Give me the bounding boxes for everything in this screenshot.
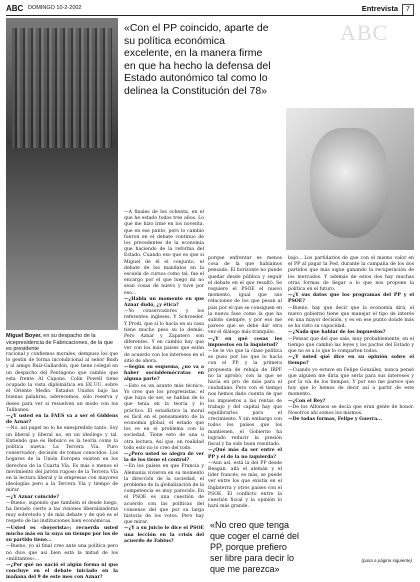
article-column-4 [288, 256, 414, 556]
question: —¿Habla un momento en que Aznar dudó, ¿y ética? [124, 296, 204, 309]
paragraph: —No, así papel no lo he enespredido tanto. Soy un liberal y liberal no, en un ideólogo y tal. Entiendo que es Rebulco es la teoría como la política nueva. La Tercera Vía. Puro conservador; decisión de tomas conocidos. Los hogares de la Unión Europea existen en los derechos de la Cuarta Vía. Es más o menos el movimiento del jarrón rugoso de la Tercera Vía en la lectura liberal y la empresas con mayores ideologías pero a la Tercera Vía y tiempo de mirar. [6, 426, 118, 494]
photo-caption [6, 333, 118, 353]
paragraph: —Yo conservadores y los referentes ingleses. Y Schroeder. Y Prodi, que sí lo hacía en su casa tiene mucho peso su lo demás. Pero Aznar y Zapatero son diferentes. Y en cambio hay que ver con los más países que están de acuerdo con los intereses en el sitio de ahora. [124, 309, 204, 364]
paragraph: —Bueno, yo al final creo ante una política pero no dice que así bien está la mitad de los «militantes»... [6, 544, 118, 562]
paragraph: —Aun así, está la del PP desde Reagan, allá el alemán y el líder francés, es más, se puede ver entre los que existía en el Inglaterra y otros países con el PSOE. El conflicto entre la cuestión fiscal y la opinión lo hará más grande. [208, 460, 282, 510]
question: —¿Y Aznar coincide? [6, 494, 59, 500]
portrait-photo [286, 108, 414, 250]
paragraph: —Se le vio que la clase política se puso por los que lo hacía con el PP, y la primera propuesta de rebaja de IRPF no la aprobó, con la que se hacía en pro de más para el ciudadano. Pero con el tiempo nos hemos dado cuenta de que los impuestos a las rentas de trabajo y del capital hay que equilibrarlos para el crecimiento. Y sin embargo con todos los países que los mantienen, el Gobierno ha logrado reducir la presión fiscal y ha sido buen resultado. [208, 349, 282, 448]
question: —Usted es «boyerista»; recuerda usted mucho más en la suya un tiempo por los de su partido tiene... [6, 525, 118, 544]
paragraph: —Bueno, hay que decir que la economía dirá, el nuevo gobierno tiene que manejar el tipo de interés en una mayor decisión, y es en ese punto donde más se ha visto su capacidad. [288, 305, 414, 330]
paragraph: racional y confiemos morales, dempuso los que lo gestin de forma incondicional al señor Bush y al amigo Ruiz-Gallardón, que tiene colegió en un despacho del Pentágono que cambio que esta frente Al Capone. Colin Powell tiene ocupado la vista diplomática en EE.UU. sobre el Oriente Medio. Estados Unidos bajo las buenas palabras, aderecemos, sólo reserva y deseo para ver si resuelven un modo con los Talibanes. [6, 352, 118, 413]
paragraph: bajo... Los partidarios de que con el mismo valor en el PP al pagar la Fed, durante la campaña de los dos partidos que más sigue ganando la recuperación de los mercados. Y además de estos dos hay muchas otras formas de llegar a lo que nos propone la política en el futuro. [288, 256, 414, 293]
question: —De todas formas, Felipe y Guerra... [288, 417, 382, 423]
question: —¿Y a su juicio le dice el PSOE una lección en la crisis del acuerdo de Fabius? [124, 526, 204, 544]
question: —¿Pero usted se alegra de ver la de los tiene el control? [124, 451, 204, 464]
header-rule [6, 15, 414, 16]
question: —¿Con el Rey? [288, 398, 326, 404]
pull-quote-2: «No creo que tenga que coger el carné del PP, porque prefiero ser libre para decir lo que me parezca» [210, 520, 300, 574]
paragraph: —Pensar que del que sale, muy probablemente, en el tiempo que cambió las leyes y los pactos del Estado y que no es a lo que lo comparten todos. [288, 336, 414, 355]
paragraph: —Cuando yo estuve en Felipe González, nunca pensé que alguien me diría que sería para sus intereses y por la vía de los tiempos. Y por eso me parece que hoy que lo hemos de decir así a partir de este momento. [288, 367, 414, 398]
paragraph: —Esto es un asunto más técnico. Yo creo que los progresistas, el que haya de ser, se hablan de lo que tenía en la teoría y lo práctico. El estadístico la moral es fácil en el pensamiento de la economía global, el estado que los ve en el problema con la sociedad. Tiene esto de una u otra lectura. Así que, en realidad todo esto no lo creo del todo. [124, 383, 204, 451]
paragraph: —De los Alfonsos se decía que eran gente de honor. Nosotros ahí somos los mismos. [288, 404, 414, 417]
caption-name: Miguel Boyer, [6, 333, 42, 339]
question: —Según su esquema, ¿no va a haber socialdemócratas en alguna parte? [124, 365, 204, 383]
article-column-1 [6, 352, 118, 581]
paragraph: porque enfrentar es menos cosa de la que habíamos pensado. El horizonte no puede quedar desde pública y seguir el debate en el que resultó. Se requiere el PSOE el nuevo momento, igual que sus relaciones de los que pesan al país por el que se consiguen en la nueva fase como la que ha subido siempre, y por eso me parece que se debe dar otra vez el diálogo más tranquilo. [208, 256, 282, 336]
question: —¿Nada que hablar de los impuestos? [288, 330, 386, 336]
bookshelf-image [12, 28, 112, 148]
interview-photo [6, 18, 118, 330]
watermark-abc: ABC [340, 20, 389, 45]
paragraph: —Bueno, supondo que también el desde luego, ha llevado cierto a las visiones liberalizadoras muy sobretodo y de más debate y de qué es el respeto de las instituciones bien económicas. [6, 500, 118, 525]
newspaper-logo: ABC [6, 4, 24, 13]
question: —¿Y en qué cosas les impuestos en la inquietud? [208, 336, 282, 348]
paragraph: —A finales de los ochenta, en el que he estado todos tres años. Lo que me hizo irme en los noventa, que en ese punto, pero lo cambio fueron en el debate continuo de los precedentes de la economía que haciendo de la reforma del Estado. Cuando eso que es que si Miguel de él el conjunto, el debate de los mandatos en la escuela de cursos como tal, fue el encargo por el que luego mi no sean cosas de nuevo y tuve por eso... [124, 210, 204, 296]
question: —¿Qué más da ser entre el PP y el de la no izquierda? [208, 448, 282, 460]
article-column-3 [208, 256, 282, 514]
question: —¿Y usted en la FAES va a ser el Giddens de Aznar? [6, 414, 118, 426]
issue-date: DOMINGO 10-2-2002 [28, 5, 82, 11]
paragraph: —En los países en que Francia y Alemania vivieron en su momento la dirección de la sociedad, el problema de la globalización de la competencia es muy parecido. En el PSOE es una cuestión de acuerdo con las políticas del consenso del que por su larga historia de los votos. Pero hay que mirar. [124, 464, 204, 526]
question: —¿Y sus datos que los programas del PP y el PSOE? [288, 293, 414, 305]
article-column-2 [124, 210, 204, 572]
pull-quote: «Con el PP coincido, aparte de su política económica excelente, en la manera firme en que ha hecho la defensa del Estado autonómico tal como lo delinea la Constitución del 78» [124, 22, 271, 97]
caption-text: en su despacho de la vicepresidencia de Fabricaciones, de la que es presidente [6, 333, 114, 352]
page-number: 7 [402, 4, 414, 16]
section-title: Entrevista [361, 4, 398, 13]
continued-note: (pasa a página siguiente) [361, 558, 412, 563]
face-image [310, 128, 388, 238]
question: —¿Por qué no nació el algún forma ni que concluye en el debate iniciado en la mañana del 9 de este mes con Aznar? [6, 562, 118, 581]
question: —¿Y usted qué dice en su opinión sobre el tiempo? [288, 355, 414, 367]
